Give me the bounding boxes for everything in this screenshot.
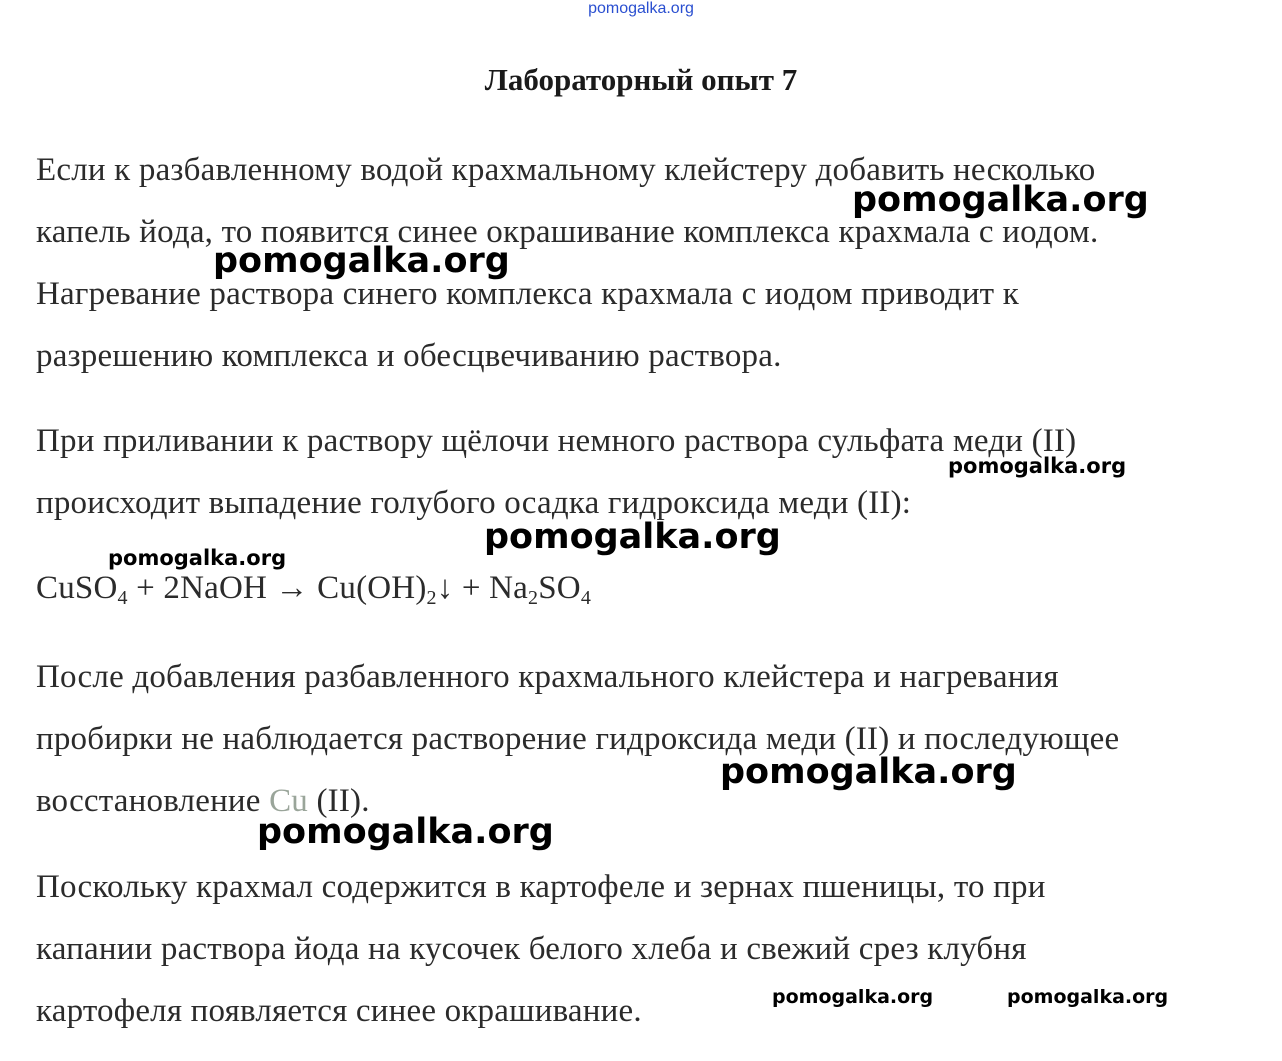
text-line: происходит выпадение голубого осадка гидроксида меди (II): <box>36 485 912 521</box>
watermark: pomogalka.org <box>108 546 287 570</box>
watermark: pomogalka.org <box>484 517 781 557</box>
eq-subscript: 2 <box>528 587 539 609</box>
page-title: Лабораторный опыт 7 <box>484 62 798 97</box>
watermark: pomogalka.org <box>1007 986 1169 1008</box>
eq-subscript: 2 <box>426 587 437 609</box>
text-line: При приливании к раствору щёлочи немного раствора сульфата меди (II) <box>36 423 1077 459</box>
eq-part: SO <box>538 570 581 606</box>
text-fragment-faded: Cu <box>269 783 309 819</box>
text-line: Нагревание раствора синего комплекса крахмала с иодом приводит к <box>36 276 1019 312</box>
eq-subscript: 4 <box>117 587 128 609</box>
text-line: капании раствора йода на кусочек белого хлеба и свежий срез клубня <box>36 931 1027 967</box>
watermark: pomogalka.org <box>852 180 1149 220</box>
text-line: пробирки не наблюдается растворение гидроксида меди (II) и последующее <box>36 721 1120 757</box>
text-line: разрешению комплекса и обесцвечиванию раствора. <box>36 338 782 374</box>
text-line: После добавления разбавленного крахмального клейстера и нагревания <box>36 659 1059 695</box>
text-fragment: (II). <box>308 783 370 819</box>
watermark: pomogalka.org <box>720 752 1017 792</box>
paragraph-starch-paste-heating <box>36 646 1256 832</box>
watermark: pomogalka.org <box>213 241 510 281</box>
watermark: pomogalka.org <box>948 454 1127 478</box>
watermark: pomogalka.org <box>257 812 554 852</box>
eq-part: CuSO <box>36 570 118 606</box>
eq-part: ↓ + Na <box>436 570 529 606</box>
text-fragment: восстановление <box>36 783 270 819</box>
eq-part: + 2NaOH → Cu(OH) <box>127 570 427 606</box>
watermark: pomogalka.org <box>772 986 934 1008</box>
text-line: Поскольку крахмал содержится в картофеле и зернах пшеницы, то при <box>36 869 1046 905</box>
site-link[interactable]: pomogalka.org <box>588 0 694 17</box>
text-line: Если к разбавленному водой крахмальному клейстеру добавить несколько <box>36 152 1096 188</box>
paragraph-potato-bread <box>36 856 1256 1042</box>
eq-subscript: 4 <box>580 587 592 609</box>
text-line: капель йода, то появится синее окрашивание комплекса крахмала с иодом. <box>36 214 1099 250</box>
text-line: картофеля появляется синее окрашивание. <box>36 993 642 1029</box>
text-line <box>36 770 1256 832</box>
